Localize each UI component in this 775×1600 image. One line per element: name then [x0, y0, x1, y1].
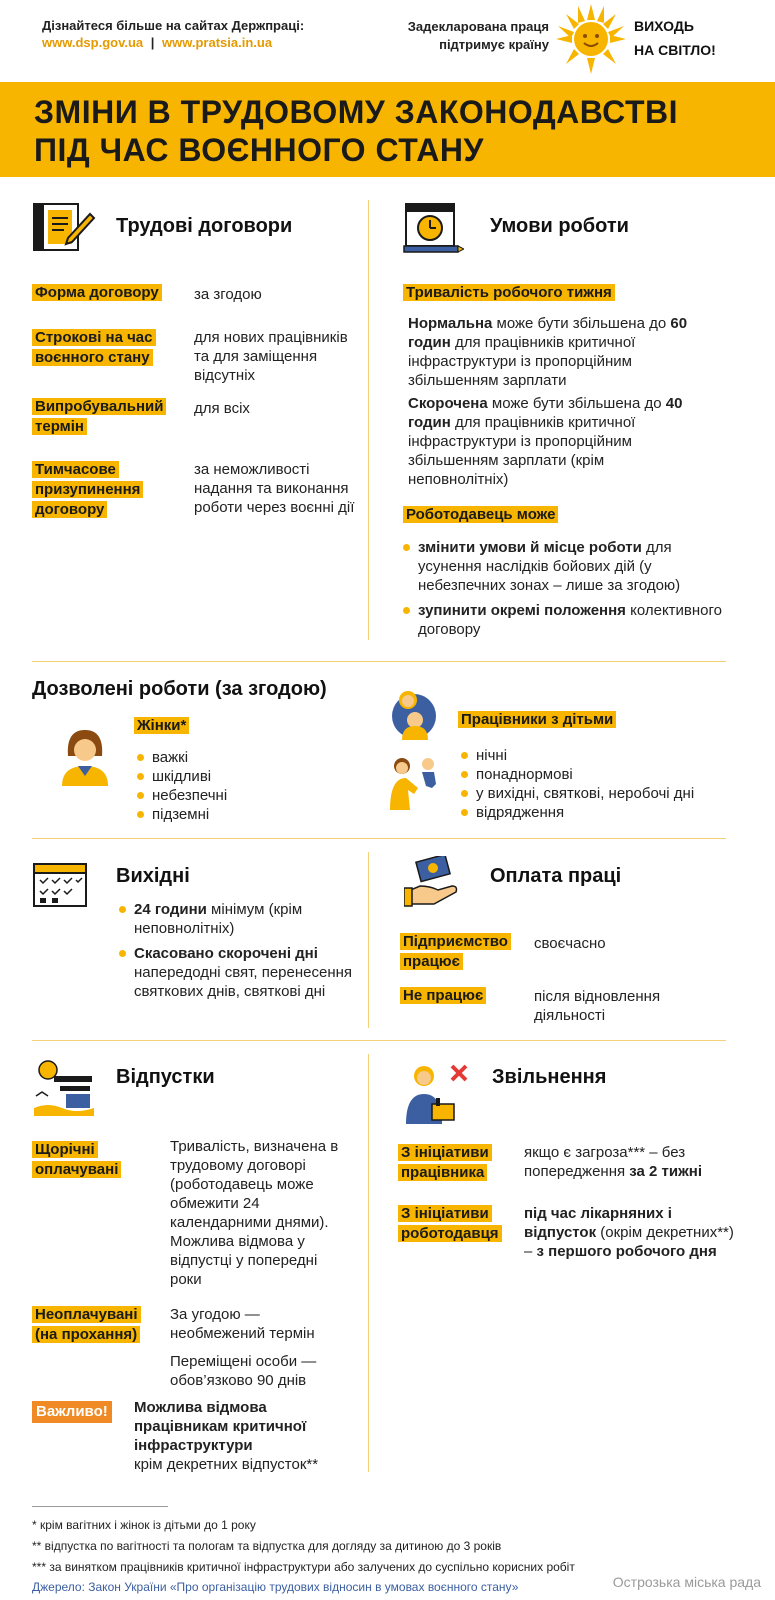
- contracts-title: Трудові договори: [116, 215, 293, 237]
- list-item: нічні: [458, 746, 738, 765]
- short-week-text: [408, 394, 708, 489]
- vacation-annual-label: Щорічні оплачувані: [32, 1140, 142, 1180]
- vacations-title: Відпустки: [116, 1066, 215, 1088]
- dismissal-employee-value: якщо є загроза*** – без попередження за 2 тижні: [524, 1144, 702, 1180]
- normal-text-2: для працівників критичної інфраструктури із пропорційним збільшенням зарплати: [408, 334, 636, 389]
- contract-row-fixed-term-value: для нових працівників та для заміщення відсутніх: [194, 329, 348, 384]
- contract-row-fixed-term-label: Строкові на час воєнного стану: [32, 328, 172, 368]
- watermark: Острозька міська рада: [612, 1574, 761, 1590]
- weekends-list: [116, 900, 356, 1001]
- divider-horizontal-3: [32, 1040, 726, 1041]
- list-item: 24 години мінімум (крім неповнолітніх): [116, 900, 356, 938]
- dismissal-worker-icon: [402, 1060, 472, 1124]
- slogan: [408, 18, 549, 54]
- contract-row-suspension-label: Тимчасове призупинення договору: [32, 460, 162, 520]
- normal-text-1: може бути збільшена до: [492, 315, 671, 332]
- campaign-slogan: [634, 14, 716, 62]
- dismissal-employer-value: під час лікарняних і відпусток (окрім декретних**) – з першого робочого дня: [524, 1205, 734, 1260]
- header: [0, 0, 775, 82]
- sun-logo-icon: [556, 2, 626, 76]
- dismissal-employer-label: З ініціативи роботодавця: [398, 1204, 510, 1244]
- divider-vertical-2: [368, 852, 369, 1028]
- short-bold: Скорочена: [408, 395, 488, 412]
- website-link-dsp[interactable]: www.dsp.gov.ua: [42, 35, 144, 50]
- employer-may-label: Роботодавець може: [403, 505, 558, 524]
- pay-row-working-label: Підприємство працює: [400, 932, 528, 972]
- divider-vertical-1: [368, 200, 369, 640]
- slogan-line-1: Задекларована праця: [407, 19, 549, 34]
- list-item: підземні: [134, 805, 284, 824]
- women-label: Жінки*: [134, 716, 189, 735]
- footnote-1: * крім вагітних і жінок із дітьми до 1 року: [32, 1518, 256, 1532]
- contract-row-probation-value: для всіх: [194, 400, 250, 417]
- campaign-line-1: ВИХОДЬ: [634, 18, 694, 34]
- conditions-title: Умови роботи: [490, 215, 629, 237]
- parents-work-list: [458, 746, 738, 822]
- list-item: зупинити окремі положення колективного договору: [400, 601, 725, 639]
- short-text-1: може бути збільшена до: [487, 395, 666, 412]
- important-text: Можлива відмова працівникам критичної інфраструктури крім декретних відпусток**: [134, 1399, 319, 1473]
- pay-row-working-value: своєчасно: [534, 935, 606, 952]
- campaign-line-2: НА СВІТЛО!: [634, 42, 716, 58]
- website-link-pratsia[interactable]: www.pratsia.in.ua: [162, 35, 273, 50]
- learn-more-text: Дізнайтеся більше на сайтах Держпраці:: [42, 18, 305, 33]
- pay-title: Оплата праці: [490, 865, 622, 887]
- source-note: Джерело: Закон України «Про організацію трудових відносин в умовах воєнного стану»: [32, 1580, 519, 1594]
- list-item: небезпечні: [134, 786, 284, 805]
- dismissal-employee-label: З ініціативи працівника: [398, 1143, 508, 1183]
- allowed-work-title: Дозволені роботи (за згодою): [32, 678, 327, 700]
- week-duration-label: Тривалість робочого тижня: [403, 283, 615, 302]
- page-title-line-1: ЗМІНИ В ТРУДОВОМУ ЗАКОНОДАВСТВІ: [34, 94, 678, 130]
- contract-row-probation-label: Випробувальний термін: [32, 397, 182, 437]
- normal-week-text: [408, 314, 708, 390]
- list-item: змінити умови й місце роботи для усунення наслідків бойових дій (у небезпечних зонах – лише за згодою): [400, 538, 725, 595]
- list-item: шкідливі: [134, 767, 284, 786]
- parents-label: Працівники з дітьми: [458, 710, 616, 729]
- vacation-beach-icon: [32, 1058, 96, 1118]
- pay-row-not-working-label: Не працює: [400, 986, 486, 1005]
- vacation-unpaid-label: Неоплачувані (на прохання): [32, 1305, 160, 1345]
- contract-row-suspension-value: за неможливості надання та виконання роботи через воєнні дії: [194, 461, 355, 516]
- women-work-list: [134, 748, 284, 824]
- short-hours: 40 годин: [408, 395, 683, 431]
- vacation-unpaid-value-1: За угодою — необмежений термін: [170, 1306, 315, 1342]
- list-item: важкі: [134, 748, 284, 767]
- contract-row-form-label: Форма договору: [32, 283, 182, 302]
- divider-vertical-3: [368, 1054, 369, 1472]
- list-item: у вихідні, святкові, неробочі дні: [458, 784, 738, 803]
- calendar-clock-icon: [402, 198, 464, 258]
- page-title-line-2: ПІД ЧАС ВОЄННОГО СТАНУ: [34, 132, 484, 168]
- weekends-title: Вихідні: [116, 865, 190, 887]
- hand-money-icon: [404, 856, 462, 908]
- vacation-annual-value: Тривалість, визначена в трудовому договорі (роботодавець може обмежити 24 календарними днями). Можлива відмова у відпустці у попередні роки: [170, 1138, 339, 1288]
- vacation-unpaid-value-2: Переміщені особи — обов’язково 90 днів: [170, 1353, 317, 1389]
- pay-row-not-working-value: після відновлення діяльності: [534, 988, 661, 1024]
- normal-hours: 60 годин: [408, 315, 688, 351]
- footnote-3: *** за винятком працівників критичної інфраструктури або залучених до суспільно корисних робіт: [32, 1560, 575, 1574]
- mother-child-icon: [388, 688, 438, 742]
- list-item: відрядження: [458, 803, 738, 822]
- divider-horizontal-2: [32, 838, 726, 839]
- important-badge: Важливо!: [32, 1401, 112, 1423]
- normal-bold: Нормальна: [408, 315, 493, 332]
- website-links: [42, 35, 272, 50]
- list-item: Скасовано скорочені дні напередодні свят, перенесення святкових днів, святкові дні: [116, 944, 356, 1001]
- document-pen-icon: [32, 202, 96, 254]
- short-text-2: для працівників критичної інфраструктури із пропорційним збільшенням зарплати (крім неповнолітніх): [408, 414, 636, 488]
- divider-horizontal-1: [32, 661, 726, 662]
- calendar-checks-icon: [32, 860, 88, 908]
- employer-may-list: [400, 538, 725, 639]
- contract-row-form-value: за згодою: [194, 286, 262, 303]
- list-item: понаднормові: [458, 765, 738, 784]
- woman-icon: [58, 726, 112, 786]
- dismissal-title: Звільнення: [492, 1066, 607, 1088]
- slogan-line-2: підтримує країну: [439, 37, 549, 52]
- parent-child-icon: [388, 754, 442, 810]
- footnote-2: ** відпустка по вагітності та пологам та відпустка для догляду за дитиною до 3 років: [32, 1539, 502, 1553]
- link-separator: |: [150, 35, 155, 50]
- footnote-divider: [32, 1506, 168, 1507]
- title-banner: [0, 82, 775, 177]
